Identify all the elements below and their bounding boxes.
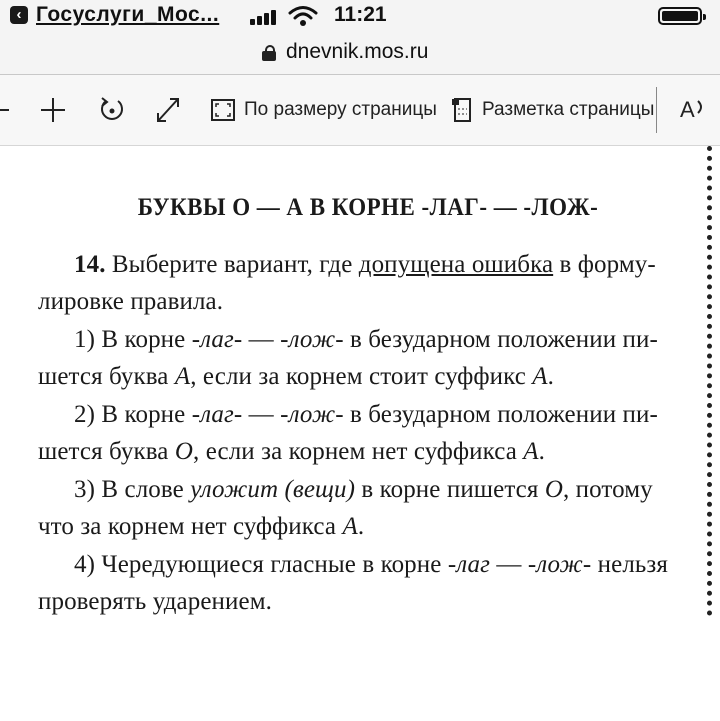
fullscreen-button[interactable] <box>154 75 182 145</box>
question-line-2: лировке правила. <box>38 288 224 315</box>
option-1-line-1: 1) В корне -лаг- — -лож- в безударном положении пи- <box>74 326 658 353</box>
battery-icon <box>658 7 702 25</box>
question-line-1: 14. Выберите вариант, где допущена ошибка в форму- <box>74 251 656 278</box>
toolbar-divider <box>656 87 657 133</box>
pdf-toolbar <box>0 75 720 146</box>
back-to-app-link[interactable]: Госуслуги_Мос... <box>36 3 220 26</box>
fit-page-button[interactable] <box>210 75 437 145</box>
page-title: БУКВЫ О — А В КОРНЕ -ЛАГ- — -ЛОЖ- <box>137 194 599 221</box>
rotate-button[interactable] <box>98 75 126 145</box>
option-4-line-2: проверять ударением. <box>38 588 272 615</box>
page-layout-icon <box>450 95 474 125</box>
text-size-button[interactable] <box>680 75 709 145</box>
pdf-page <box>0 146 720 721</box>
fit-page-label: По размеру страницы <box>244 99 437 120</box>
page-edge-dotted-border <box>707 146 720 616</box>
option-2-line-2: шется буква О, если за корнем нет суффикса А. <box>38 438 546 465</box>
minus-icon <box>0 95 12 125</box>
plus-icon <box>38 95 68 125</box>
zoom-out-button[interactable] <box>0 75 12 145</box>
status-bar <box>0 0 720 34</box>
text-size-icon: A <box>680 97 695 122</box>
text-size-wave <box>695 95 709 125</box>
chevron-left-icon[interactable]: ‹ <box>10 6 28 24</box>
page-layout-label: Разметка страницы <box>482 99 655 120</box>
fullscreen-icon <box>154 95 182 125</box>
option-3-line-1: 3) В слове уложит (вещи) в корне пишется О, потому <box>74 476 653 503</box>
option-1-line-2: шется буква А, если за корнем стоит суффикс А. <box>38 363 555 390</box>
rotate-icon <box>98 95 126 125</box>
wifi-icon <box>288 5 318 27</box>
option-2-line-1: 2) В корне -лаг- — -лож- в безударном положении пи- <box>74 401 658 428</box>
lock-icon <box>262 45 276 61</box>
url-text[interactable]: dnevnik.mos.ru <box>286 40 429 63</box>
url-bar[interactable] <box>0 34 720 75</box>
underlined-phrase: допущена ошибка <box>358 251 554 278</box>
signal-bars-icon <box>250 9 280 25</box>
question-number: 14. <box>74 251 106 278</box>
page-layout-button[interactable] <box>450 75 654 145</box>
fit-page-icon <box>210 95 236 125</box>
option-3-line-2: что за корнем нет суффикса А. <box>38 513 365 540</box>
clock: 11:21 <box>334 3 387 26</box>
option-4-line-1: 4) Чередующиеся гласные в корне -лаг — -лож- нельзя <box>74 551 668 578</box>
zoom-in-button[interactable] <box>38 75 68 145</box>
